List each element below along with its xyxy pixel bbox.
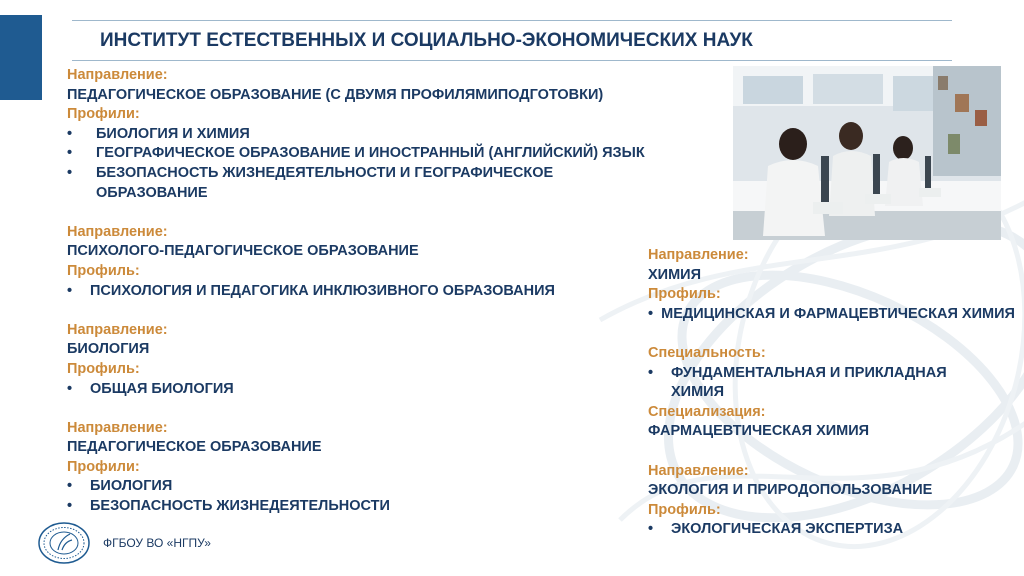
list-item-text: ФУНДАМЕНТАЛЬНАЯ И ПРИКЛАДНАЯ ХИМИЯ <box>671 364 947 401</box>
direction-label: Направление: <box>648 462 749 479</box>
list-item <box>67 282 727 302</box>
title-divider <box>72 60 952 61</box>
bullet-icon: • <box>648 521 654 538</box>
list-item <box>67 164 656 203</box>
specialization-label: Специализация: <box>648 403 766 420</box>
profile-label: Профиль: <box>67 360 140 377</box>
bullet-icon: • <box>648 305 654 322</box>
list-item <box>648 520 1020 540</box>
bullet-icon: • <box>67 145 73 162</box>
list-item-text: БИОЛОГИЯ И ХИМИЯ <box>96 125 250 142</box>
bullet-icon: • <box>67 125 73 142</box>
specialty-label: Специальность: <box>648 344 766 361</box>
page-title: ИНСТИТУТ ЕСТЕСТВЕННЫХ И СОЦИАЛЬНО-ЭКОНОМИЧЕСКИХ НАУК <box>100 30 753 51</box>
bullet-icon: • <box>67 282 73 299</box>
bullet-icon: • <box>648 364 654 381</box>
direction-label: Направление: <box>67 419 168 436</box>
direction-value: ЭКОЛОГИЯ И ПРИРОДОПОЛЬЗОВАНИЕ <box>648 482 933 499</box>
direction-block-psychology <box>67 223 727 301</box>
list-item-text: ПСИХОЛОГИЯ И ПЕДАГОГИКА ИНКЛЮЗИВНОГО ОБРАЗОВАНИЯ <box>90 282 555 299</box>
accent-bar <box>0 15 42 100</box>
direction-value: ПСИХОЛОГО-ПЕДАГОГИЧЕСКОЕ ОБРАЗОВАНИЕ <box>67 243 419 260</box>
profile-label: Профиль: <box>67 262 140 279</box>
direction-block-ecology <box>648 462 1020 540</box>
organization-name: ФГБОУ ВО «НГПУ» <box>103 536 211 550</box>
bullet-icon: • <box>67 478 73 495</box>
list-item-text: БЕЗОПАСНОСТЬ ЖИЗНЕДЕЯТЕЛЬНОСТИ <box>90 498 390 515</box>
top-divider <box>72 20 952 21</box>
right-column <box>648 246 1020 540</box>
left-column <box>67 66 727 517</box>
profile-label: Профиль: <box>648 286 721 303</box>
profile-label: Профиль: <box>648 501 721 518</box>
university-seal-logo <box>38 522 90 564</box>
direction-value: ПЕДАГОГИЧЕСКОЕ ОБРАЗОВАНИЕ <box>67 439 322 456</box>
direction-block-biology <box>67 321 727 399</box>
list-item <box>648 364 1001 403</box>
direction-label: Направление: <box>648 247 749 263</box>
bullet-icon: • <box>67 498 73 515</box>
specialization-value: ФАРМАЦЕВТИЧЕСКАЯ ХИМИЯ <box>648 423 870 440</box>
direction-block-chemistry <box>648 246 1020 442</box>
list-item <box>67 125 727 145</box>
profiles-label: Профили: <box>67 106 140 123</box>
list-item <box>67 144 727 164</box>
direction-value: БИОЛОГИЯ <box>67 341 150 358</box>
list-item-text: БИОЛОГИЯ <box>90 478 173 495</box>
direction-label: Направление: <box>67 223 168 240</box>
list-item-text: ЭКОЛОГИЧЕСКАЯ ЭКСПЕРТИЗА <box>671 521 904 538</box>
list-item <box>67 380 727 400</box>
direction-label: Направление: <box>67 321 168 338</box>
direction-value: ХИМИЯ <box>648 266 702 283</box>
direction-label: Направление: <box>67 67 168 83</box>
list-item-text: ГЕОГРАФИЧЕСКОЕ ОБРАЗОВАНИЕ И ИНОСТРАННЫЙ (АНГЛИЙСКИЙ) ЯЗЫК <box>96 145 645 162</box>
direction-block-pedagogical-two-profiles <box>67 66 727 203</box>
list-item-text: ОБЩАЯ БИОЛОГИЯ <box>90 380 234 397</box>
direction-block-pedagogical <box>67 419 727 517</box>
list-item <box>67 497 727 517</box>
direction-value: ПЕДАГОГИЧЕСКОЕ ОБРАЗОВАНИЕ (С ДВУМЯ ПРОФИЛЯМИПОДГОТОВКИ) <box>67 86 604 103</box>
list-item <box>648 305 1020 325</box>
laboratory-photo <box>733 66 1001 240</box>
bullet-icon: • <box>67 380 73 397</box>
list-item <box>67 477 727 497</box>
bullet-icon: • <box>67 164 73 181</box>
list-item-text: МЕДИЦИНСКАЯ И ФАРМАЦЕВТИЧЕСКАЯ ХИМИЯ <box>661 305 1015 322</box>
profiles-label: Профили: <box>67 458 140 475</box>
list-item-text: БЕЗОПАСНОСТЬ ЖИЗНЕДЕЯТЕЛЬНОСТИ И ГЕОГРАФИЧЕСКОЕ ОБРАЗОВАНИЕ <box>96 164 554 201</box>
